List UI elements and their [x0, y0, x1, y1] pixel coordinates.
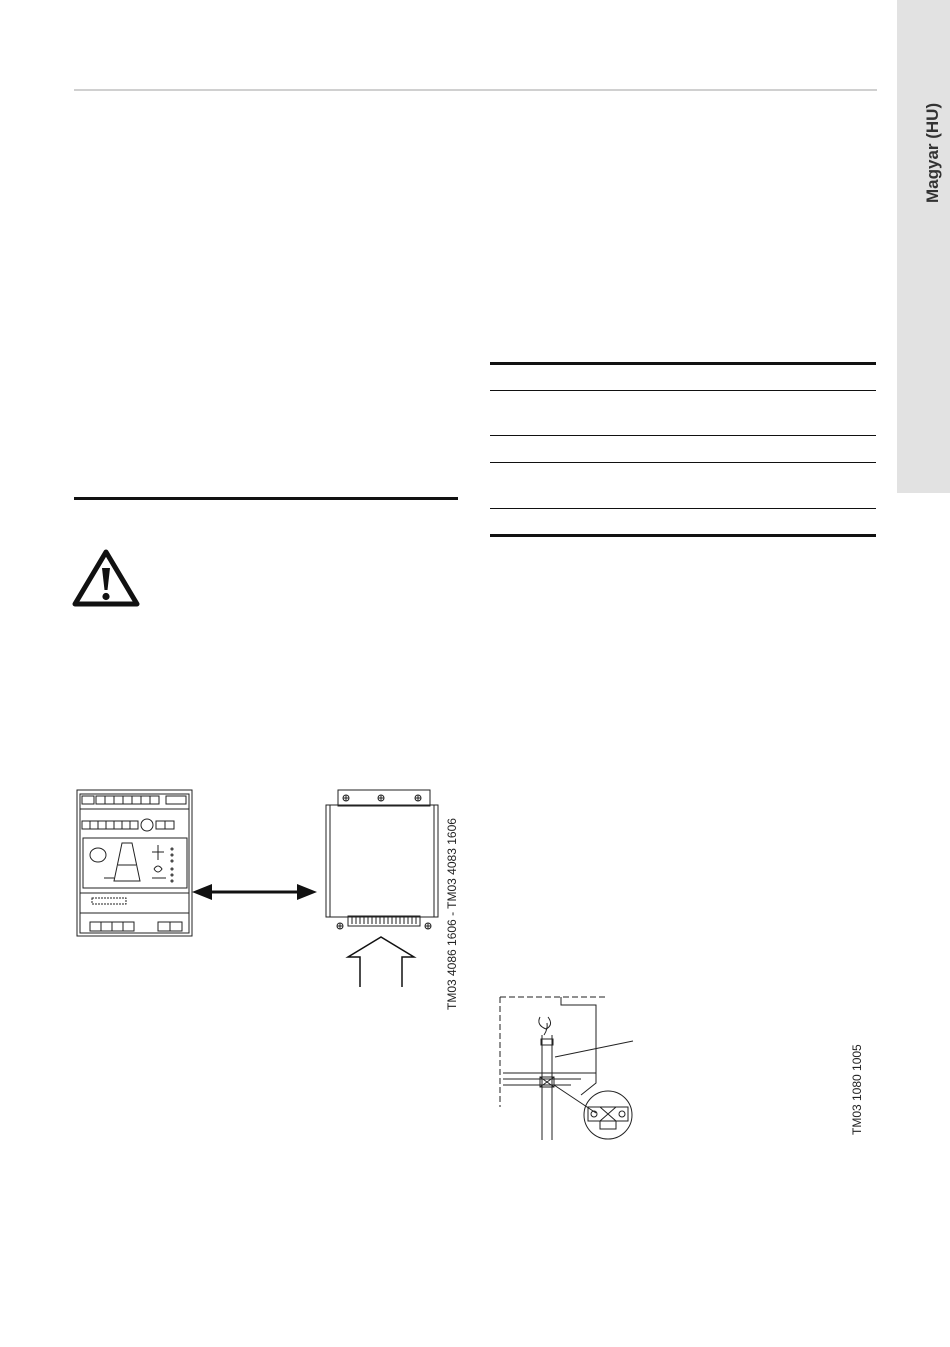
cable-clamp-figure — [496, 995, 646, 1145]
controller-module — [77, 790, 192, 936]
figure-code-1: TM03 4086 1606 - TM03 4083 1606 — [445, 818, 459, 1010]
terminal-box — [326, 790, 438, 929]
table-row-divider — [490, 390, 876, 391]
page-header-rule — [74, 89, 877, 91]
table-row-divider — [490, 508, 876, 509]
controller-connection-figure — [74, 785, 444, 990]
table-top-rule — [490, 362, 876, 365]
table-bottom-rule — [490, 534, 876, 537]
language-tab-label: Magyar (HU) — [923, 102, 942, 203]
language-tab — [897, 0, 950, 493]
table-row-divider — [490, 435, 876, 436]
double-arrow — [192, 884, 317, 900]
bottom-terminal-strip — [90, 922, 182, 931]
second-terminal-strip — [82, 819, 174, 831]
warning-triangle-icon — [72, 548, 140, 608]
cable-entry-arrow — [348, 937, 414, 987]
section-heading-rule — [74, 497, 458, 500]
top-terminal-strip — [82, 796, 186, 804]
table-row-divider — [490, 462, 876, 463]
front-panel — [83, 838, 187, 888]
figure-code-2: TM03 1080 1005 — [850, 1044, 864, 1135]
